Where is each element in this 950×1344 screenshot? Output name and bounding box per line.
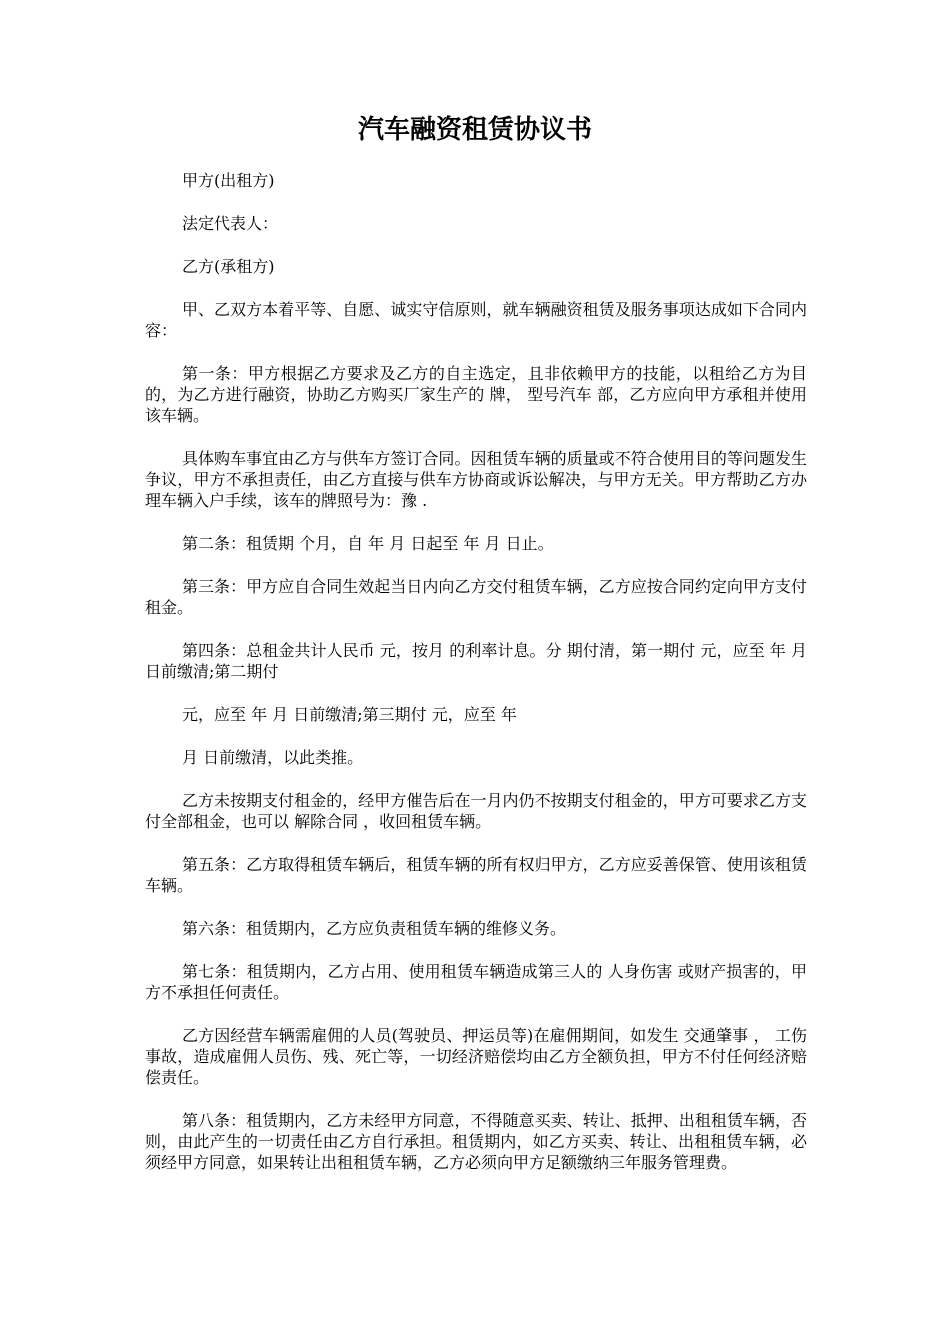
late-payment-paragraph: 乙方未按期支付租金的，经甲方催告后在一月内仍不按期支付租金的，甲方可要求乙方支付全部租金，也可以 解除合同 ，收回租赁车辆。 bbox=[145, 791, 807, 831]
article-3-paragraph: 第三条：甲方应自合同生效起当日内向乙方交付租赁车辆，乙方应按合同约定向甲方支付租金。 bbox=[145, 577, 807, 617]
party-b-line: 乙方(承租方) bbox=[182, 257, 275, 276]
document-body bbox=[145, 170, 813, 1195]
purchase-details-paragraph: 具体购车事宜由乙方与供车方签订合同。因租赁车辆的质量或不符合使用目的等问题发生争议，甲方不承担责任，由乙方直接与供车方协商或诉讼解决，与甲方无关。甲方帮助乙方办理车辆入户手续，该车的牌照号为：豫 . bbox=[145, 449, 807, 510]
article-6-paragraph: 第六条：租赁期内，乙方应负责租赁车辆的维修义务。 bbox=[182, 919, 567, 938]
preamble-paragraph: 甲、乙双方本着平等、自愿、诚实守信原则，就车辆融资租赁及服务事项达成如下合同内容： bbox=[145, 300, 807, 340]
employee-liability-paragraph: 乙方因经营车辆需雇佣的人员(驾驶员、押运员等)在雇佣期间，如发生 交通肇事 ， 工伤 事故，造成雇佣人员伤、残、死亡等，一切经济赔偿均由乙方全额负担，甲方不付任何经济赔偿责任。 bbox=[145, 1026, 813, 1087]
legal-representative-line: 法定代表人： bbox=[182, 214, 279, 233]
article-4-continuation-2: 月 日前缴清，以此类推。 bbox=[182, 748, 364, 767]
article-2-paragraph: 第二条：租赁期 个月，自 年 月 日起至 年 月 日止。 bbox=[182, 534, 554, 553]
article-8-paragraph: 第八条：租赁期内，乙方未经甲方同意，不得随意买卖、转让、抵押、出租租赁车辆，否则，由此产生的一切责任由乙方自行承担。租赁期内，如乙方买卖、转让、出租租赁车辆，必须经甲方同意，如果转让出租租赁车辆，乙方必须向甲方足额缴纳三年服务管理费。 bbox=[145, 1111, 807, 1172]
party-a-line: 甲方(出租方) bbox=[182, 171, 275, 190]
document-title: 汽车融资租赁协议书 bbox=[357, 115, 592, 145]
article-4-paragraph: 第四条：总租金共计人民币 元，按月 的利率计息。分 期付清，第一期付 元，应至 年 月 日前缴清;第二期付 bbox=[145, 641, 813, 681]
article-7-paragraph: 第七条：租赁期内，乙方占用、使用租赁车辆造成第三人的 人身伤害 或财产损害的，甲方不承担任何责任。 bbox=[145, 962, 807, 1002]
article-4-continuation-1: 元，应至 年 月 日前缴清;第三期付 元，应至 年 bbox=[182, 705, 517, 724]
article-1-paragraph: 第一条：甲方根据乙方要求及乙方的自主选定，且非依赖甲方的技能，以租给乙方为目的，为乙方进行融资，协助乙方购买厂家生产的 牌， 型号汽车 部，乙方应向甲方承租并使用该车辆。 bbox=[145, 364, 807, 425]
article-5-paragraph: 第五条：乙方取得租赁车辆后，租赁车辆的所有权归甲方，乙方应妥善保管、使用该租赁车辆。 bbox=[145, 855, 807, 895]
